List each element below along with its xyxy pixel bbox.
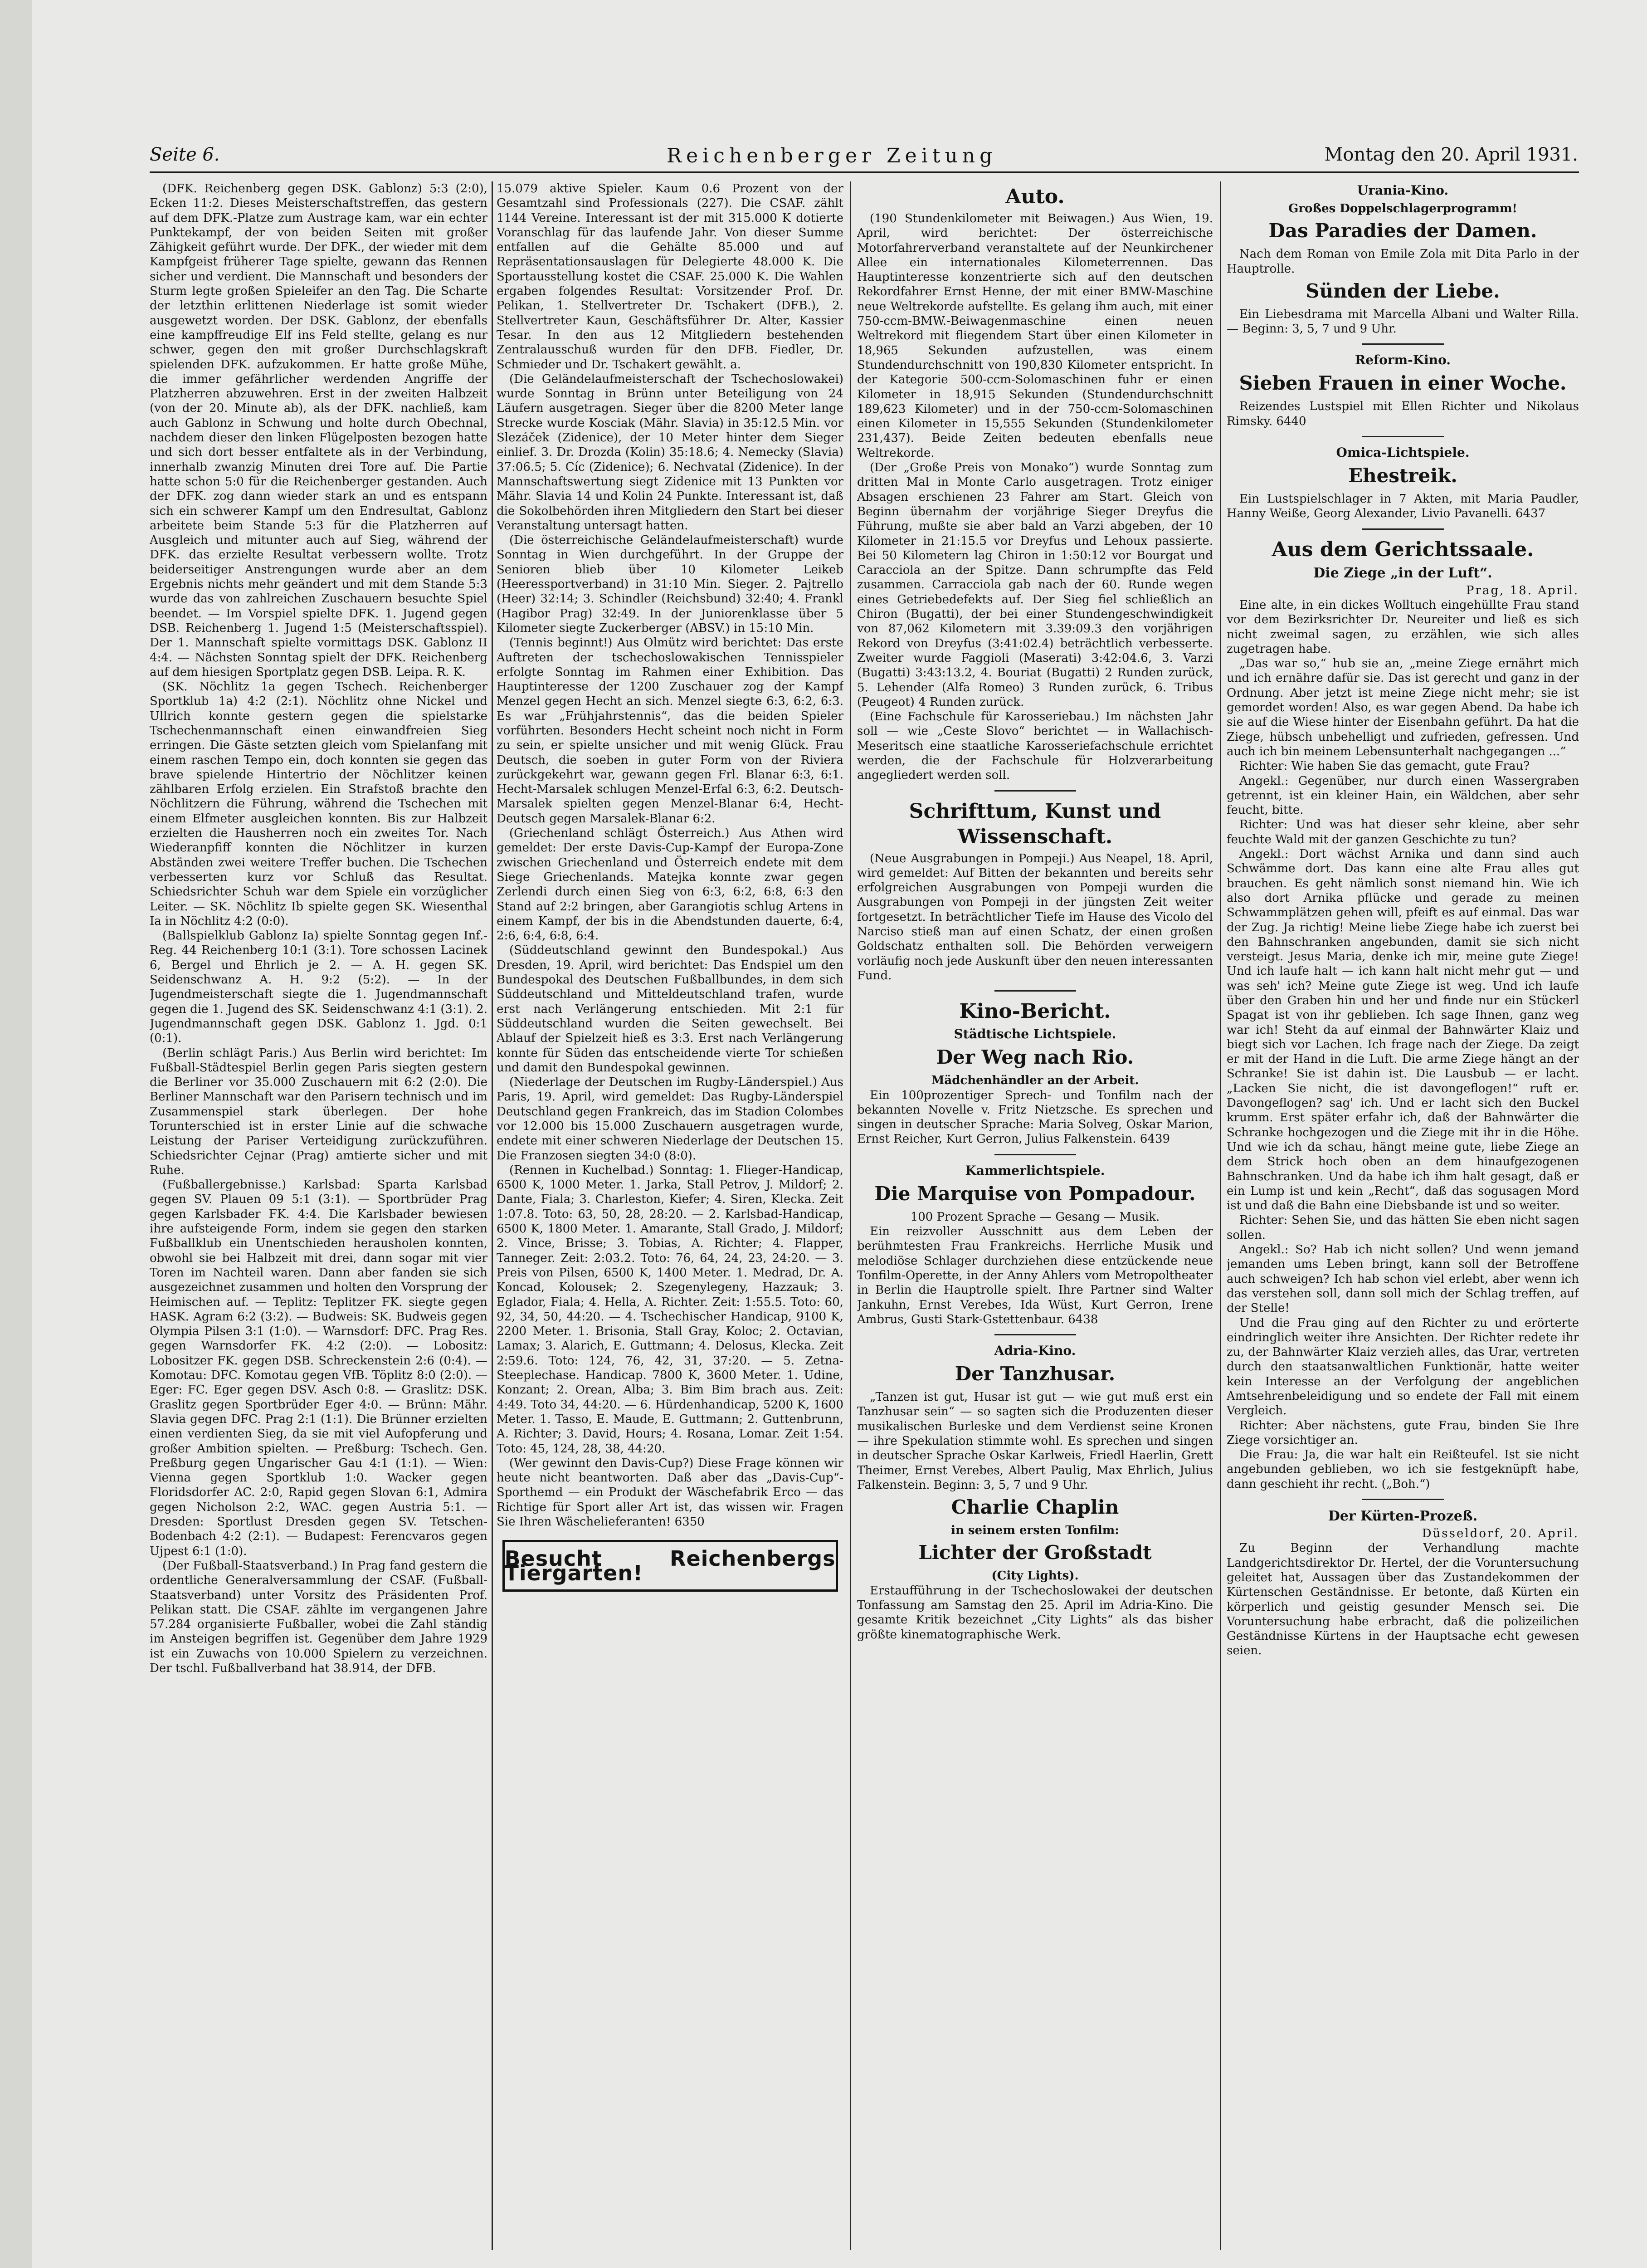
issue-date: Montag den 20. April 1931. (1324, 144, 1578, 165)
film-subtitle: Mädchenhändler an der Arbeit. (931, 1074, 1139, 1088)
section-divider (994, 1154, 1076, 1155)
film-title: Die Marquise von Pompadour. (874, 1182, 1196, 1205)
cinema-venue: Kammerlichtspiele. (965, 1163, 1105, 1178)
article-paragraph: Angekl.: So? Hab ich nicht sollen? Und wenn jemand jemanden ums Leben bringt, kann soll der Betroffene auch schweigen? Ich hab schon viel erlebt, aber wenn ich das verstehen soll, dann soll mich der Schlag treffen, auf der Stelle! (1227, 1243, 1579, 1315)
column-rule (492, 181, 493, 2250)
section-divider (994, 1334, 1076, 1335)
column-sports-1 (150, 181, 487, 2250)
article-paragraph: (Neue Ausgrabungen in Pompeji.) Aus Neapel, 18. April, wird gemeldet: Auf Bitten der bekannten und bereits sehr erfolgreichen Ausgrabungen von Pompeji wurden die Ausgrabungen von Pompeji in der jüngsten Zeit weiter fortgesetzt. In beträchtlicher Tiefe im Hause des Vicolo del Narciso stieß man auf einen Schatz, der einen großen Goldschatz enthalten soll. Die Behörden verweigern vorläufig noch jede Auskunft über den neuen interessanten Fund. (857, 851, 1213, 982)
article-paragraph: (Eine Fachschule für Karosseriebau.) Im nächsten Jahr soll — wie „Ceste Slovo“ berichtet — in Wallachisch-Meseritsch eine staatliche Karosseriefachschule errichtet werden, die der Fachschule für Holzverarbeitung angegliedert werden soll. (857, 710, 1213, 782)
article-paragraph: (SK. Nöchlitz 1a gegen Tschech. Reichenberger Sportklub 1a) 4:2 (2:1). Nöchlitz ohne Nickel und Ullrich konnte gestern gegen die spielstarke Tschechenmannschaft einen einwandfreien Sieg erringen. Die Gäste setzten gleich vom Spielanfang mit einem raschen Tempo ein, doch konnten sie gegen das brave spielende Hintertrio der Nöchlitzer keinen zählbaren Erfolg erzielen. Ein Strafstoß brachte den Nöchlitzern die Führung, während die Tschechen mit einem Elfmeter ausgleichen konnten. Bis zur Halbzeit erzielten die Hausherren noch ein zweites Tor. Nach Wiederanpfiff konnten die Nöchlitzer in kurzen Abständen zwei weitere Treffer buchen. Die Tschechen verbesserten kurz vor Schluß das Resultat. Schiedsrichter Schuh war dem Spiele ein vorzüglicher Leiter. — SK. Nöchlitz Ib spielte gegen SK. Wiesenthal Ia in Nöchlitz 4:2 (0:0). (150, 680, 487, 928)
film-description: Ein Liebesdrama mit Marcella Albani und Walter Rilla. — Beginn: 3, 5, 7 und 9 Uhr. (1227, 307, 1579, 336)
article-paragraph: (Niederlage der Deutschen im Rugby-Länderspiel.) Aus Paris, 19. April, wird gemeldet: Das Rugby-Länderspiel Deutschland gegen Frankreich, das im Stadion Colombes vor 12.000 bis 15.000 Zuschauern ausgetragen wurde, endete mit einer schweren Niederlage der Deutschen 15. Die Franzosen siegten 34:0 (8:0). (497, 1075, 843, 1163)
cinema-venue: Adria-Kino. (994, 1343, 1076, 1359)
column-cinema-court (1227, 181, 1579, 2250)
column-auto-culture-cinema (857, 181, 1213, 2250)
section-divider (994, 790, 1076, 792)
article-paragraph: Richter: Und was hat dieser sehr kleine, aber sehr feuchte Wald mit der ganzen Geschichte zu tun? (1227, 818, 1579, 846)
section-divider (1362, 343, 1444, 345)
article-paragraph: Richter: Aber nächstens, gute Frau, binden Sie Ihre Ziege vorsichtiger an. (1227, 1418, 1579, 1447)
film-title: Sünden der Liebe. (1306, 279, 1500, 302)
section-heading-cinema: Kino-Bericht. (959, 1000, 1111, 1023)
article-paragraph: (Ballspielklub Gablonz Ia) spielte Sonntag gegen Inf.-Reg. 44 Reichenberg 10:1 (3:1). Tore schossen Lacinek 6, Bergel und Ehrlich je 2. — A. H. gegen SK. Seidenschwanz A. H. 9:2 (5:2). — In der Jugendmeisterschaft siegte die 1. Jugendmannschaft gegen die 1. Jugend des SK. Seidenschwanz 4:1 (3:1). 2. Jugendmannschaft gegen DSK. Gablonz 1. Jgd. 0:1 (0:1). (150, 929, 487, 1046)
article-heading-kuerten: Der Kürten-Prozeß. (1328, 1508, 1478, 1525)
article-paragraph: Richter: Sehen Sie, und das hätten Sie eben nicht sagen sollen. (1227, 1213, 1579, 1242)
article-paragraph: Eine alte, in ein dickes Wolltuch eingehüllte Frau stand vor dem Bezirksrichter Dr. Neureiter und ließ es sich nicht zweimal sagen, zu erzählen, wie sich alles zugetragen habe. (1227, 598, 1579, 656)
article-paragraph: 15.079 aktive Spieler. Kaum 0.6 Prozent von der Gesamtzahl sind Professionals (227). Die CSAF. zählt 1144 Vereine. Interessant ist der mit 315.000 K dotierte Voranschlag für das laufende Jahr. Von dieser Summe entfallen auf die Gehälte 85.000 und auf Repräsentationsauslagen für Delegierte 48.000 K. Die Sportausstellung kostet die CSAF. 25.000 K. Die Wahlen ergaben folgendes Resultat: Vorsitzender Prof. Dr. Pelikan, 1. Stellvertreter Dr. Tschakert (DFB.), 2. Stellvertreter Kaun, Geschäftsführer Dr. Alter, Kassier Tesar. In den aus 12 Mitgliedern bestehenden Zentralausschuß wurden für den DFB. Fiedler, Dr. Schmieder und Dr. Tschakert gewählt. a. (497, 182, 843, 371)
program-intro: Großes Doppelschlagerprogramm! (1288, 202, 1517, 215)
film-title: Ehestreik. (1348, 464, 1457, 487)
article-paragraph: Und die Frau ging auf den Richter zu und erörterte eindringlich weiter ihre Ansichten. Der Richter redete ihr zu, der Bahnwärter Klaiz verzieh alles, das Urar, vertreten durch den staatsanwaltlichen Funktionär, hatte weiter kein Interesse an der Verfolgung der angeblichen Amtsehrenbeleidigung und so endete der Fall mit einem Vergleich. (1227, 1316, 1579, 1418)
film-title: Sieben Frauen in einer Woche. (1239, 372, 1567, 395)
article-paragraph: (Süddeutschland gewinnt den Bundespokal.) Aus Dresden, 19. April, wird berichtet: Das Endspiel um den Bundespokal des Deutschen Fußballbundes, in dem sich Süddeutschland und Mitteldeutschland trafen, wurde erst nach Verlängerung entschieden. Mit 2:1 für Süddeutschland wurden die Seiten gewechselt. Bei Ablauf der Spielzeit hieß es 3:3. Erst nach Verlängerung konnte für Süden das entscheidende vierte Tor schießen und damit den Bundespokal gewinnen. (497, 943, 843, 1075)
film-description: Erstaufführung in der Tschechoslowakei der deutschen Tonfassung am Samstag den 25. April im Adria-Kino. Die gesamte Kritik bezeichnet „City Lights“ als das bisher größte kinematographische Werk. (857, 1584, 1213, 1642)
header-rule (150, 171, 1579, 173)
article-subheading: Die Ziege „in der Luft“. (1313, 565, 1492, 581)
film-title: Der Weg nach Rio. (936, 1046, 1134, 1069)
article-paragraph: (Die österreichische Geländelaufmeisterschaft) wurde Sonntag in Wien durchgeführt. In der Gruppe der Senioren blieb über 10 Kilometer Leikeb (Heeressportverband) in 31:10 Min. Sieger. 2. Pajtrello (Heer) 32:14; 3. Schindler (Reichsbund) 32:40; 4. Frankl (Hagibor Prag) 32:49. In der Juniorenklasse über 5 Kilometer siegte Zuckerberger (ABSV.) in 15:10 Min. (497, 533, 843, 635)
article-paragraph: (DFK. Reichenberg gegen DSK. Gablonz) 5:3 (2:0), Ecken 11:2. Dieses Meisterschaftstreffen, das gestern auf dem DFK.-Platze zum Austrage kam, war ein echter Punktekampf, der von beiden Seiten mit großer Zähigkeit geführt wurde. Der DFK., der wieder mit dem Kampfgeist früherer Tage spielte, gewann das Rennen sicher und verdient. Die Mannschaft und besonders der Sturm legte großen Spieleifer an den Tag. Die Scharte der letzthin erlittenen Niederlage ist somit wieder ausgewetzt worden. Der DSK. Gablonz, der ebenfalls eine kampffreudige Elf ins Feld stellte, gelang es nur schwer, gegen den mit großer Durchschlagskraft spielenden DFK. aufzukommen. Er hatte große Mühe, die immer gefährlicher werdenden Angriffe der Platzherren abzuwehren. Erst in der zweiten Halbzeit (von der 20. Minute ab), als der DFK. nachließ, kam auch Gablonz in Schwung und holte durch Obechnal, nachdem dieser den linken Flügelposten bezogen hatte und sich dort besser entfaltete als in der Verbindung, innerhalb zwanzig Minuten drei Tore auf. Die Partie hatte schon 5:0 für die Reichenberger gestanden. Auch der DFK. zog dann wieder stark an und es entspann sich ein schwerer Kampf um den Endresultat, Gablonz arbeitete beim Stande 5:3 für die Platzherren auf Ausgleich und mitunter auch auf Sieg, während der DFK. das erzielte Resultat verbessern wollte. Trotz beiderseitiger Anstrengungen wurde aber an dem Ergebnis nichts mehr geändert und mit dem Stande 5:3 wurde das von zahlreichen Zuschauern besuchte Spiel beendet. — Im Vorspiel spielte DFK. 1. Jugend gegen DSB. Reichenberg 1. Jugend 1:5 (Meisterschaftsspiel). Der 1. Mannschaft spielte vormittags DSK. Gablonz II 4:4. — Nächsten Sonntag spielt der DFK. Reichenberg auf dem hiesigen Sportplatz gegen DSB. Leipa. R. K. (150, 182, 487, 679)
film-title: Das Paradies der Damen. (1268, 220, 1537, 242)
article-paragraph: (Griechenland schlägt Österreich.) Aus Athen wird gemeldet: Der erste Davis-Cup-Kampf der Europa-Zone zwischen Griechenland und Österreich endete mit dem Siege Griechenlands. Matejka konnte zwar gegen Zerlendi durch einen Sieg von 6:3, 6:2, 6:8, 6:3 den Stand auf 2:2 bringen, aber Garangiotis schlug Artens in einem Kampf, der bis in die Abendstunden dauerte, 6:4, 2:6, 6:4, 6:8, 6:4. (497, 826, 843, 943)
cinema-venue: Reform-Kino. (1355, 352, 1451, 368)
page-number: Seite 6. (150, 144, 220, 165)
article-paragraph: (Der „Große Preis von Monako“) wurde Sonntag zum dritten Mal in Monte Carlo ausgetragen. Trotz einiger Absagen erschienen 23 Fahrer am Start. Gleich von Beginn übernahm der vorjährige Sieger Dreyfus die Führung, mußte sie aber bald an Varzi abgeben, der 10 Kilometer in 21:15.5 vor Dreyfus und Lehoux passierte. Bei 50 Kilometern lag Chiron in 1:50:12 vor Bourgat und Caracciola an der Spitze. Dann schrumpfte das Feld zusammen. Carracciola gab nach der 60. Runde wegen eines Getriebedefekts auf. Der Sieg fiel schließlich an Chiron (Bugatti), der bei einer Stundengeschwindigkeit von 87,062 Kilometern mit 3.39:09.3 den vorjährigen Rekord von Dreyfus (3:41:02.4) beträchtlich verbesserte. Zweiter wurde Faggioli (Maserati) 3:42:04.6, 3. Varzi (Bugatti) 3:43:13.2, 4. Bouriat (Bugatti) 2 Runden zurück, 5. Lehender (Alfa Romeo) 3 Runden zurück, 6. Tribus (Peugeot) 4 Runden zurück. (857, 461, 1213, 709)
film-subtitle: 100 Prozent Sprache — Gesang — Musik. (910, 1210, 1160, 1224)
dateline: Prag, 18. April. (1466, 583, 1579, 597)
film-subtitle: in seinem ersten Tonfilm: (951, 1524, 1119, 1538)
film-description: „Tanzen ist gut, Husar ist gut — wie gut muß erst ein Tanzhusar sein“ — so sagten sich die Produzenten dieser musikalischen Burleske und dem Verdienst seine Kronen — ihre Spekulation stimmte wohl. Es sprechen und singen in deutscher Sprache Oskar Karlweis, Friedl Haerlin, Grett Theimer, Ernst Verebes, Albert Paulig, Max Ehrlich, Julius Falkenstein. Beginn: 3, 5, 7 und 9 Uhr. (857, 1390, 1213, 1492)
scan-edge (0, 0, 32, 2268)
column-rule (850, 181, 851, 2250)
column-rule (1220, 181, 1221, 2250)
film-title: Lichter der Großstadt (918, 1541, 1152, 1564)
dateline: Düsseldorf, 20. April. (1422, 1527, 1579, 1541)
article-paragraph: (Fußballergebnisse.) Karlsbad: Sparta Karlsbad gegen SV. Plauen 09 5:1 (3:1). — Sportbrüder Prag gegen Karlsbader FK. 4:4. Die Karlsbader bewiesen ihre aufsteigende Form, indem sie gegen den starken Fußballklub ein Unentschieden herausholen konnten, obwohl sie bei Halbzeit mit drei, dann sogar mit vier Toren im Nachteil waren. Dann aber fanden sie sich ausgezeichnet zusammen und holten den Vorsprung der Heimischen auf. — Teplitz: Teplitzer FK. siegte gegen HASK. Agram 6:2 (3:2). — Budweis: SK. Budweis gegen Olympia Pilsen 3:1 (1:0). — Warnsdorf: DFC. Prag Res. gegen Warnsdorfer FK. 4:2 (2:0). — Lobositz: Lobositzer FK. gegen DSB. Schreckenstein 2:6 (0:4). — Komotau: DFC. Komotau gegen VfB. Töplitz 8:0 (2:0). — Eger: FC. Eger gegen DSV. Asch 0:8. — Graslitz: DSK. Graslitz gegen Sportbrüder Eger 4:0. — Brünn: Mähr. Slavia gegen DFC. Prag 2:1 (1:1). Die Brünner erzielten einen verdienten Sieg, da sie mit viel Aufopferung und großer Ambition spielten. — Preßburg: Tschech. Gen. Preßburg gegen Ungarischer Gau 4:1 (1:1). — Wien: Vienna gegen Sportklub 1:0. Wacker gegen Floridsdorfer AC. 2:0, Rapid gegen Slovan 6:1, Admira gegen Nicholson 2:2, WAC. gegen Austria 5:1. — Dresden: Sportlust Dresden gegen SV. Tetschen-Bodenbach 4:2 (2:1). — Budapest: Ferencvaros gegen Ujpest 6:1 (1:0). (150, 1178, 487, 1558)
film-subtitle: (City Lights). (991, 1569, 1079, 1583)
article-paragraph: Angekl.: Gegenüber, nur durch einen Wassergraben getrennt, ist ein kleiner Hain, ein Wäldchen, aber sehr feucht, bitte. (1227, 774, 1579, 817)
article-paragraph: (Die Geländelaufmeisterschaft der Tschechoslowakei) wurde Sonntag in Brünn unter Beteiligung von 24 Läufern ausgetragen. Sieger über die 8200 Meter lange Strecke wurde Kosciak (Mähr. Slavia) in 35:12.5 Min. vor Slezáček (Zidenice), der 10 Meter hinter dem Sieger einlief. 3. Dr. Drozda (Kolin) 35:18.6; 4. Nemecky (Slavia) 37:06.5; 5. Cíc (Zidenice); 6. Nechvatal (Zidenice). In der Mannschaftswertung siegt Zidenice mit 13 Punkten vor Mähr. Slavia 14 und Kolin 24 Punkte. Interessant ist, daß die Sokolbehörden ihren Mitgliedern den Start bei dieser Veranstaltung untersagt hatten. (497, 372, 843, 533)
cinema-venue: Städtische Lichtspiele. (954, 1026, 1116, 1042)
article-paragraph: „Das war so,“ hub sie an, „meine Ziege ernährt mich und ich ernähre dafür sie. Das ist gerecht und ganz in der Ordnung. Aber jetzt ist meine Ziege nicht mehr; sie ist gemordet worden! Also, es war gegen Abend. Da habe ich sie auf die Wiese hinter der Eisenbahn geführt. Da hat die Ziege, hübsch unbehelligt und zufrieden, gefressen. Und auch ich bin meinem Lebensunterhalt nachgegangen ...“ (1227, 657, 1579, 758)
film-star: Charlie Chaplin (951, 1496, 1119, 1519)
newspaper-title: Reichenberger Zeitung (667, 144, 997, 167)
cinema-venue: Omica-Lichtspiele. (1336, 445, 1470, 460)
film-title: Der Tanzhusar. (955, 1363, 1116, 1385)
article-paragraph: (Tennis beginnt!) Aus Olmütz wird berichtet: Das erste Auftreten der tschechoslowakischen Tennisspieler erfolgte Sonntag im Rahmen einer Exhibition. Das Hauptinteresse der 1200 Zuschauer zog der Kampf Menzel gegen Hecht an sich. Menzel siegte 6:3, 6:2, 6:3. Es war „Frühjahrstennis“, das die beiden Spieler vorführten. Besonders Hecht scheint noch nicht in Form zu sein, er spielte unsicher und mit wenig Glück. Frau Deutsch, die soeben in guter Form von der Riviera zurückgekehrt war, gewann gegen Frl. Blanar 6:3, 6:1. Hecht-Marsalek schlugen Menzel-Erfal 6:3, 6:2. Deutsch-Marsalek spielten gegen Menzel-Blanar 6:4, Hecht-Deutsch gegen Marsalek-Blanar 6:2. (497, 636, 843, 826)
article-paragraph: (190 Stundenkilometer mit Beiwagen.) Aus Wien, 19. April, wird berichtet: Der österreichische Motorfahrerverband veranstaltete auf der Neunkirchener Allee ein internationales Kilometerrennen. Das Hauptinteresse konzentrierte sich auf den deutschen Rekordfahrer Ernst Henne, der mit einer BMW-Maschine neue Weltrekorde aufstellte. Es gelang ihm auch, mit einer 750-ccm-BMW.-Beiwagenmaschine einen neuen Weltrekord mit fliegendem Start über einen Kilometer in 18,965 Sekunden aufzustellen, was einem Stundendurchschnitt von 190,830 Kilometer entspricht. In der Kategorie 500-ccm-Solomaschinen fuhr er einen Kilometer in 18,915 Sekunden (Stundendurchschnitt 189,623 Kilometer) und in der 750-ccm-Solomaschinen einen Kilometer in 15,555 Sekunden (Stundenkilometer 231,437). Beide Zeiten bedeuten ebenfalls neue Weltrekorde. (857, 212, 1213, 460)
section-heading-culture: Schrifttum, Kunst und Wissenschaft. (909, 799, 1161, 848)
tiergarten-advertisement: Besucht Reichenbergs Tiergarten! (502, 1540, 838, 1592)
article-paragraph: Die Frau: Ja, die war halt ein Reißteufel. Ist sie nicht angebunden geblieben, wo ich sie festgeknüpft habe, dann geschieht ihr recht. („Boh.“) (1227, 1448, 1579, 1491)
advertisement-text: (Wer gewinnt den Davis-Cup?) Diese Frage können wir heute nicht beantworten. Daß aber das „Davis-Cup“-Sporthemd — ein Produkt der Wäschefabrik Erco — das Richtige für Sport aller Art ist, das wissen wir. Fragen Sie Ihren Wäschelieferanten! 6350 (497, 1456, 843, 1529)
article-paragraph: Richter: Wie haben Sie das gemacht, gute Frau? (1239, 759, 1530, 773)
section-divider (1362, 528, 1444, 530)
film-description: Ein 100prozentiger Sprech- und Tonfilm nach der bekannten Novelle v. Fritz Nietzsche. Es sprechen und singen in deutscher Sprache: Maria Solveg, Oskar Marion, Ernst Reicher, Kurt Gerron, Julius Falkenstein. 6439 (857, 1088, 1213, 1146)
article-paragraph: Zu Beginn der Verhandlung machte Landgerichtsdirektor Dr. Hertel, der die Voruntersuchung geleitet hat, Aussagen über das Zustandekommen der Kürtenschen Geständnisse. Er betonte, daß Kürten ein körperlich und geistig gesunder Mensch sei. Die Voruntersuchung habe erbracht, daß die polizeilichen Geständnisse Kürtens in der Hauptsache echt gewesen seien. (1227, 1541, 1579, 1658)
article-paragraph: (Der Fußball-Staatsverband.) In Prag fand gestern die ordentliche Generalversammlung der CSAF. (Fußball-Staatsverband) unter Vorsitz des Präsidenten Prof. Pelikan statt. Die CSAF. zählte im vergangenen Jahre 57.284 organisierte Fußballer, wobei die Zahl ständig im Ansteigen begriffen ist. Gegenüber dem Jahre 1929 ist ein Zuwachs von 10.000 Spielern zu verzeichnen. Der tschl. Fußballverband hat 38.914, der DFB. (150, 1559, 487, 1675)
article-paragraph: Angekl.: Dort wächst Arnika und dann sind auch Schwämme dort. Das kann eine alte Frau alles gut brauchen. Es geht nämlich sonst niemand hin. Wie ich also dort Arnika pflücke und gerade zu meinen Schwammplätzen gehen will, pfeift es auf einmal. Das war der Zug. Ja richtig! Meine liebe Ziege habe ich zuerst bei den Bahnschranken angebunden, damit sie sich nicht versteigt. Jesus Maria, denke ich mir, meine gute Ziege! Und ich laufe halt — ich kann halt nicht mehr gut — und was seh' ich? Meine gute Ziege ist weg. Und ich laufe über den Graben hin und her und finde nur ein Stückerl Spagat ist von ihr geblieben. Ich sage Ihnen, ganz weg war ich! Steht da auf einmal der Bahnwärter Klaiz und biegt sich vor Lachen. Ich frage nach der Ziege. Da zeigt er mit der Hand in die Luft. Die arme Ziege hängt an der Schranke! Sie ist dahin ist. Die Lausbub — er lacht. „Lacken Sie nicht, die ist davongeflogen!“ ruft er. Davongeflogen? sag' ich. Und er lacht sich den Buckel krumm. Erst später erfahr ich, daß der Bahnwärter die Schranke hochgezogen und die Ziege mit ihr in die Höhe. Und wie ich da schau, hängt meine gute, liebe Ziege an dem Strick hoch oben an dem hinaufgezogenen Bahnschranken. Und da habe ich ihm halt gesagt, daß er ein Lump ist und kein „Recht“, daß das sogusagen Mord ist und daß die Bahn eine Diebsbande ist und so weiter. (1227, 847, 1579, 1213)
section-heading-auto: Auto. (1005, 185, 1065, 208)
film-description: Reizendes Lustspiel mit Ellen Richter und Nikolaus Rimsky. 6440 (1227, 400, 1579, 428)
column-sports-2 (497, 181, 843, 2250)
article-paragraph: (Berlin schlägt Paris.) Aus Berlin wird berichtet: Im Fußball-Städtespiel Berlin gegen Paris siegten gestern die Berliner vor 35.000 Zuschauern mit 6:2 (2:0). Die Berliner Mannschaft war den Parisern technisch und im Zusammenspiel stark überlegen. Der hohe Torunterschied ist in erster Linie auf die schwache Leistung der Pariser Verteidigung zurückzuführen. Schiedsrichter Cejnar (Prag) amtierte sicher und mit Ruhe. (150, 1046, 487, 1177)
film-description: Nach dem Roman von Emile Zola mit Dita Parlo in der Hauptrolle. (1227, 247, 1579, 276)
section-heading-court: Aus dem Gerichtssaale. (1272, 538, 1534, 561)
film-description: Ein reizvoller Ausschnitt aus dem Leben der berühmtesten Frau Frankreichs. Herrliche Musik und melodiöse Schlager durchziehen diese entzückende neue Tonfilm-Operette, in der Anny Ahlers vom Metropoltheater in Berlin die Hauptrolle spielt. Ihre Partner sind Walter Jankuhn, Ernst Verebes, Ida Wüst, Kurt Gerron, Irene Ambrus, Gusti Stark-Gstettenbaur. 6438 (857, 1225, 1213, 1326)
article-paragraph: (Rennen in Kuchelbad.) Sonntag: 1. Flieger-Handicap, 6500 K, 1000 Meter. 1. Jarka, Stall Petrov, J. Mildorf; 2. Dante, Fiala; 3. Charleston, Kiefer; 4. Siren, Klecka. Zeit 1:07.8. Toto: 63, 50, 28, 28:20. — 2. Karlsbad-Handicap, 6500 K, 1800 Meter. 1. Amarante, Stall Grado, J. Mildorf; 2. Vince, Brisse; 3. Tobias, A. Richter; 4. Flapper, Tanneger. Zeit: 2:03.2. Toto: 76, 64, 24, 23, 24:20. — 3. Preis von Pilsen, 6500 K, 1400 Meter. 1. Medrad, Dr. A. Koncad, Kolousek; 2. Szegenylegeny, Hazzauk; 3. Eglador, Fiala; 4. Hella, A. Richter. Zeit: 1:55.5. Toto: 60, 92, 34, 50, 44:20. — 4. Tschechischer Handicap, 9100 K, 2200 Meter. 1. Brisonia, Stall Gray, Koloc; 2. Octavian, Lamax; 3. Alarich, E. Guttmann; 4. Delosus, Klecka. Zeit 2:59.6. Toto: 124, 76, 42, 31, 37:20. — 5. Zetna-Steeplechase. Handicap. 7800 K, 3600 Meter. 1. Udine, Konzant; 2. Orean, Alba; 3. Bim Bim brach aus. Zeit: 4:49. Toto 34, 44:20. — 6. Hürdenhandicap, 5200 K, 1600 Meter. 1. Tasso, E. Maude, E. Guttmann; 2. Guttenbrunn, A. Richter; 3. David, Hours; 4. Rosana, Lomar. Zeit 1:54. Toto: 45, 124, 28, 38, 44:20. (497, 1163, 843, 1456)
page-header (150, 144, 1578, 171)
film-description: Ein Lustspielschlager in 7 Akten, mit Maria Paudler, Hanny Weiße, Georg Alexander, Livio Pavanelli. 6437 (1227, 492, 1579, 521)
section-divider (994, 990, 1076, 992)
cinema-venue: Urania-Kino. (1357, 183, 1449, 198)
section-divider (1362, 1499, 1444, 1500)
section-divider (1362, 436, 1444, 437)
